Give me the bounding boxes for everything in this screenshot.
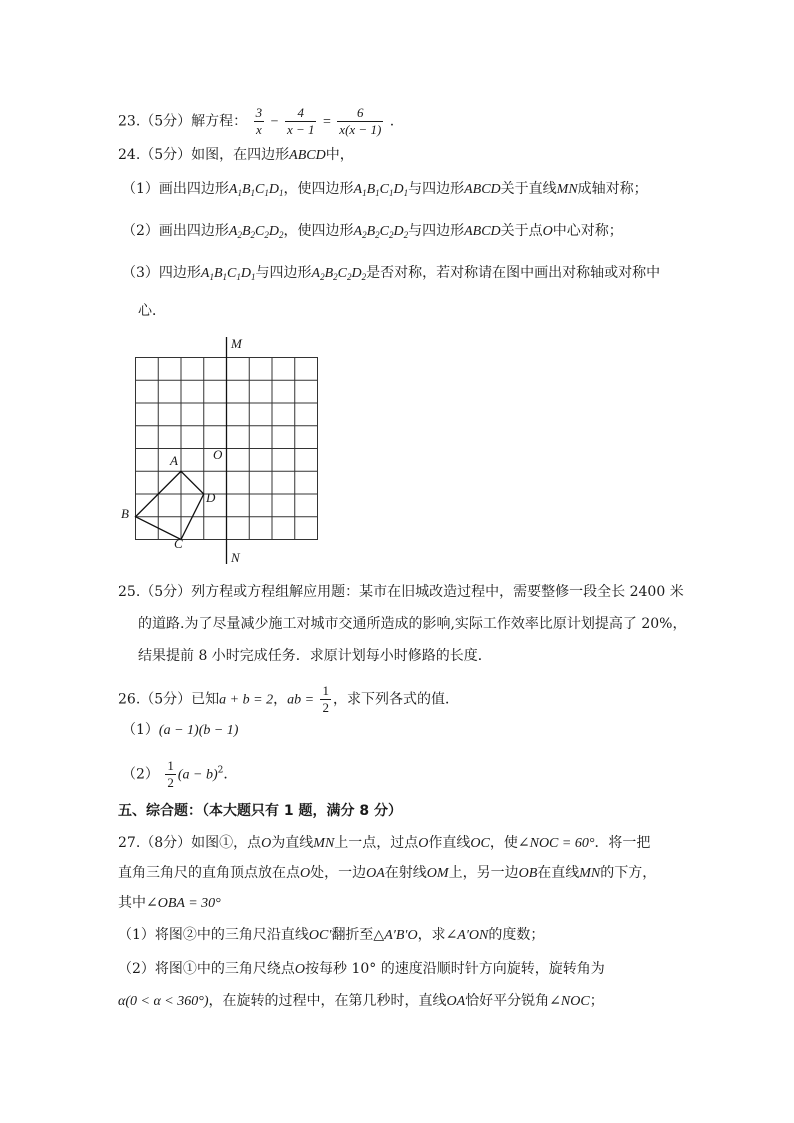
question-26: 26.（5分）已知a + b = 2，ab = $\frac{1}{2}$ ，求下列各式的值． bbox=[118, 683, 459, 715]
fraction-3-over-x: $\frac{3}{x}$ bbox=[255, 105, 263, 137]
question-24-part-1: （1）画出四边形$A_1B_1C_1D_1$，使四边形$A_1B_1C_1D_1$与四边形ABCD关于直线MN成轴对称； bbox=[122, 181, 648, 198]
question-27-part-2-line-1: （2）将图①中的三角尺绕点O按每秒 10° 的速度沿顺时针方向旋转，旋转角为 bbox=[118, 961, 605, 977]
question-24-part-2: （2）画出四边形$A_2B_2C_2D_2$，使四边形$A_2B_2C_2D_2$与四边形ABCD关于点O中心对称； bbox=[122, 223, 623, 240]
label-d: D bbox=[206, 490, 216, 505]
question-24-part-3: （3）四边形$A_1B_1C_1D_1$与四边形$A_2B_2C_2D_2$是否对称，若对称请在图中画出对称轴或对称中 bbox=[122, 265, 661, 282]
question-25-line-2: 的道路.为了尽量减少施工对城市交通所造成的影响,实际工作效率比原计划提高了 20%， bbox=[138, 616, 687, 632]
question-26-part-2: （2） $\frac{1}{2}$ $(a - b)^2$． bbox=[122, 758, 238, 790]
question-25-line-1: 25.（5分）列方程或方程组解应用题：某市在旧城改造过程中，需要整修一段全长 2400 米 bbox=[118, 584, 684, 600]
quadrilateral-abcd bbox=[136, 471, 204, 539]
label-o: O bbox=[213, 447, 223, 462]
question-26-part-1: （1）(a − 1)(b − 1) bbox=[122, 722, 239, 738]
fraction-6-over-x-times-x-minus-1: $\frac{6}{x(x - 1)}$ bbox=[339, 105, 382, 137]
question-27-part-2-line-2: α(0 < α < 360°)，在旋转的过程中，在第几秒时，直线OA恰好平分锐角∠NOC； bbox=[118, 993, 604, 1009]
label-c: C bbox=[174, 536, 183, 551]
fraction-one-half: $\frac{1}{2}$ bbox=[322, 683, 329, 715]
question-27-line-3: 其中∠OBA = 30° bbox=[118, 895, 221, 911]
question-24: 24.（5分）如图，在四边形ABCD中， bbox=[118, 147, 354, 163]
label-n: N bbox=[231, 550, 240, 565]
question-27-line-2: 直角三角尺的直角顶点放在点O处，一边OA在射线OM上，另一边OB在直线MN的下方， bbox=[118, 865, 657, 881]
grid-figure bbox=[118, 332, 328, 570]
question-27-line-1: 27.（8分）如图①，点O为直线MN上一点，过点O作直线OC，使∠NOC = 60°．将一把 bbox=[118, 835, 651, 851]
fraction-4-over-x-minus-1: $\frac{4}{x - 1}$ bbox=[286, 105, 315, 137]
question-25-line-3: 结果提前 8 小时完成任务．求原计划每小时修路的长度． bbox=[138, 648, 492, 664]
question-27-part-1: （1）将图②中的三角尺沿直线OC′翻折至△A′B′O，求∠A′ON的度数； bbox=[118, 927, 545, 943]
label-b: B bbox=[121, 506, 129, 521]
label-a: A bbox=[170, 453, 178, 468]
section-5-title: 五、综合题：（本大题只有 1 题，满分 8 分） bbox=[118, 803, 402, 819]
question-23: 23.（5分）解方程： $\frac{3}{x}$ − $\frac{4}{x - 1}$ = $\frac{6}{x(x - 1)}$ . bbox=[118, 105, 395, 137]
fraction-one-half-2: $\frac{1}{2}$ bbox=[167, 758, 174, 790]
label-m: M bbox=[231, 336, 242, 351]
question-24-part-3-cont: 心． bbox=[138, 303, 166, 319]
